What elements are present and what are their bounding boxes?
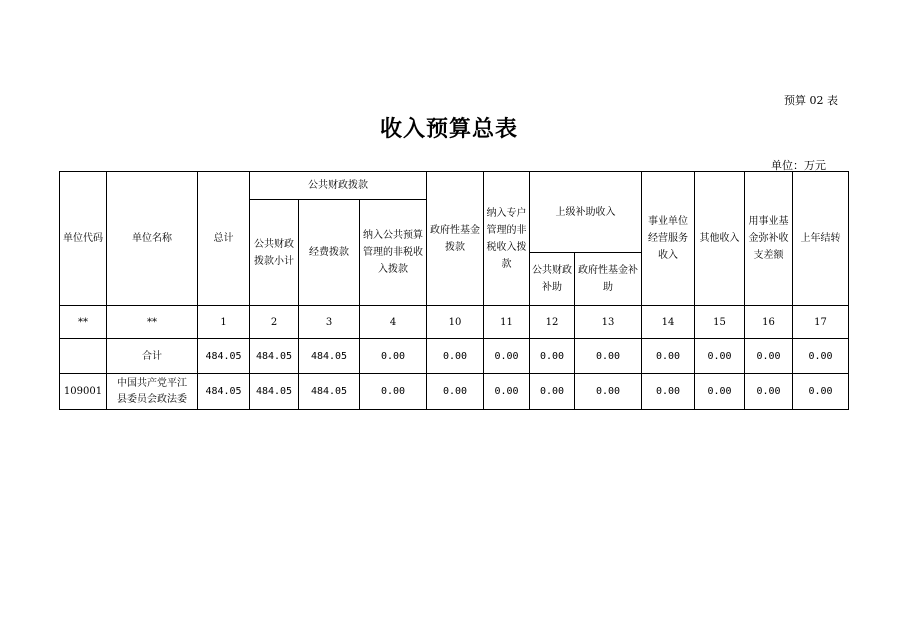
index-cell: 10 (427, 306, 484, 339)
index-cell: 3 (299, 306, 360, 339)
header-special-nontax: 纳入专户管理的非税收入拨款 (484, 172, 530, 306)
header-total: 总计 (198, 172, 250, 306)
row-value: 0.00 (642, 374, 695, 410)
row-value: 484.05 (299, 374, 360, 410)
total-value: 0.00 (530, 339, 575, 374)
row-value: 0.00 (695, 374, 745, 410)
unit-name-cell (107, 374, 198, 410)
page-title: 收入预算总表 (379, 116, 518, 142)
header-carryover: 上年结转 (793, 172, 849, 306)
income-budget-table (59, 171, 849, 410)
header-sup-gov-fund: 政府性基金补助 (575, 253, 642, 306)
total-code (60, 339, 107, 374)
row-value: 0.00 (530, 374, 575, 410)
header-other-income: 其他收入 (695, 172, 745, 306)
index-cell: ** (107, 306, 198, 339)
header-superior-subsidy: 上级补助收入 (530, 172, 642, 253)
header-gov-fund: 政府性基金拨款 (427, 172, 484, 306)
total-value: 484.05 (299, 339, 360, 374)
header-pf-funds: 经费拨款 (299, 200, 360, 306)
total-value: 0.00 (575, 339, 642, 374)
total-value: 484.05 (198, 339, 250, 374)
total-value: 0.00 (793, 339, 849, 374)
row-value: 0.00 (484, 374, 530, 410)
index-cell: ** (60, 306, 107, 339)
header-unit-name: 单位名称 (107, 172, 198, 306)
row-value: 0.00 (575, 374, 642, 410)
total-value: 0.00 (484, 339, 530, 374)
form-number: 预算 02 表 (784, 94, 838, 107)
header-pf-nontax: 纳入公共预算管理的非税收入拨款 (360, 200, 427, 306)
index-cell: 12 (530, 306, 575, 339)
row-value: 0.00 (427, 374, 484, 410)
total-value: 484.05 (250, 339, 299, 374)
total-value: 0.00 (427, 339, 484, 374)
unit-label: 单位：万元 (771, 159, 826, 172)
header-sup-public: 公共财政补助 (530, 253, 575, 306)
total-row (60, 339, 849, 374)
header-pf-subtotal: 公共财政拨款小计 (250, 200, 299, 306)
row-value: 0.00 (745, 374, 793, 410)
total-label: 合计 (107, 339, 198, 374)
total-value: 0.00 (695, 339, 745, 374)
row-value: 484.05 (198, 374, 250, 410)
table-row (60, 374, 849, 410)
index-cell: 17 (793, 306, 849, 339)
header-public-finance: 公共财政拨款 (250, 172, 427, 200)
header-business-income: 事业单位经营服务收入 (642, 172, 695, 306)
unit-code-cell: 109001 (60, 374, 107, 410)
index-cell: 11 (484, 306, 530, 339)
unit-name-line: 县委员会政法委 (117, 393, 187, 405)
row-value: 0.00 (360, 374, 427, 410)
row-value: 484.05 (250, 374, 299, 410)
total-value: 0.00 (360, 339, 427, 374)
header-fund-balance: 用事业基金弥补收支差额 (745, 172, 793, 306)
unit-name-line: 中国共产党平江 (117, 377, 187, 389)
index-cell: 1 (198, 306, 250, 339)
index-cell: 4 (360, 306, 427, 339)
row-value: 0.00 (793, 374, 849, 410)
total-value: 0.00 (642, 339, 695, 374)
index-cell: 14 (642, 306, 695, 339)
index-row (60, 306, 849, 339)
index-cell: 13 (575, 306, 642, 339)
total-value: 0.00 (745, 339, 793, 374)
index-cell: 15 (695, 306, 745, 339)
index-cell: 2 (250, 306, 299, 339)
index-cell: 16 (745, 306, 793, 339)
header-unit-code: 单位代码 (60, 172, 107, 306)
